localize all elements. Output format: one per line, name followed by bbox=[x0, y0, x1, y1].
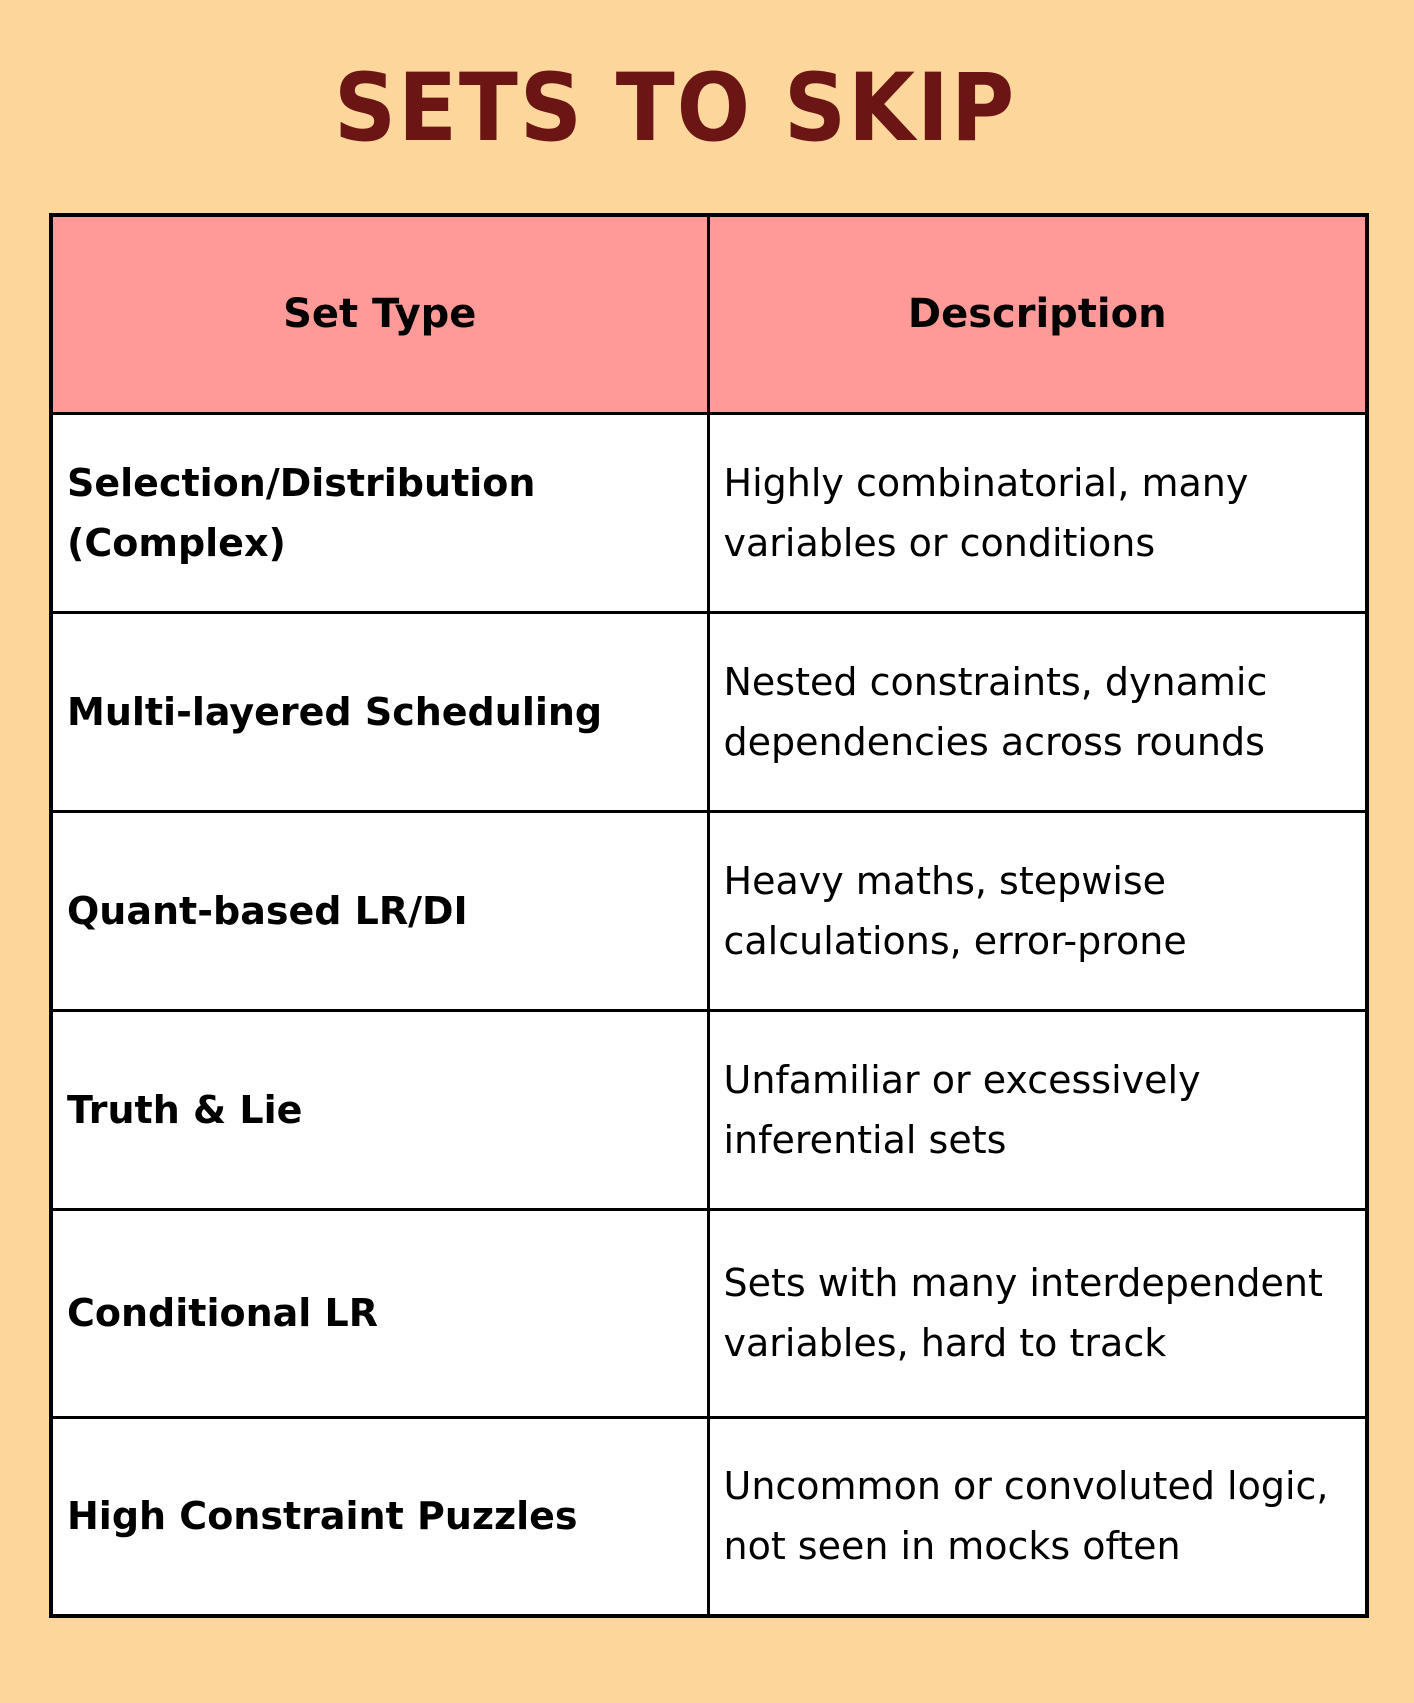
description-cell: Heavy maths, stepwise calculations, error-prone bbox=[708, 811, 1367, 1010]
description-cell: Sets with many interdependent variables, hard to track bbox=[708, 1209, 1367, 1417]
table-row bbox=[51, 413, 1367, 612]
set-type-cell: Selection/Distribution (Complex) bbox=[51, 413, 708, 612]
description-cell: Nested constraints, dynamic dependencies across rounds bbox=[708, 612, 1367, 811]
table-row bbox=[51, 1417, 1367, 1616]
set-type-cell: High Constraint Puzzles bbox=[51, 1417, 708, 1616]
table-body bbox=[51, 413, 1367, 1616]
table-row bbox=[51, 1209, 1367, 1417]
table-row bbox=[51, 612, 1367, 811]
description-cell: Highly combinatorial, many variables or conditions bbox=[708, 413, 1367, 612]
set-type-cell: Truth & Lie bbox=[51, 1010, 708, 1209]
table-row bbox=[51, 1010, 1367, 1209]
description-cell: Unfamiliar or excessively inferential sets bbox=[708, 1010, 1367, 1209]
column-header-description: Description bbox=[708, 215, 1367, 413]
sets-table bbox=[49, 213, 1369, 1618]
header-row bbox=[51, 215, 1367, 413]
page-title: SETS TO SKIP bbox=[333, 54, 1017, 163]
table-header bbox=[51, 215, 1367, 413]
set-type-cell: Multi-layered Scheduling bbox=[51, 612, 708, 811]
set-type-cell: Conditional LR bbox=[51, 1209, 708, 1417]
table-row bbox=[51, 811, 1367, 1010]
set-type-cell: Quant-based LR/DI bbox=[51, 811, 708, 1010]
column-header-set-type: Set Type bbox=[51, 215, 708, 413]
description-cell: Uncommon or convoluted logic, not seen in mocks often bbox=[708, 1417, 1367, 1616]
